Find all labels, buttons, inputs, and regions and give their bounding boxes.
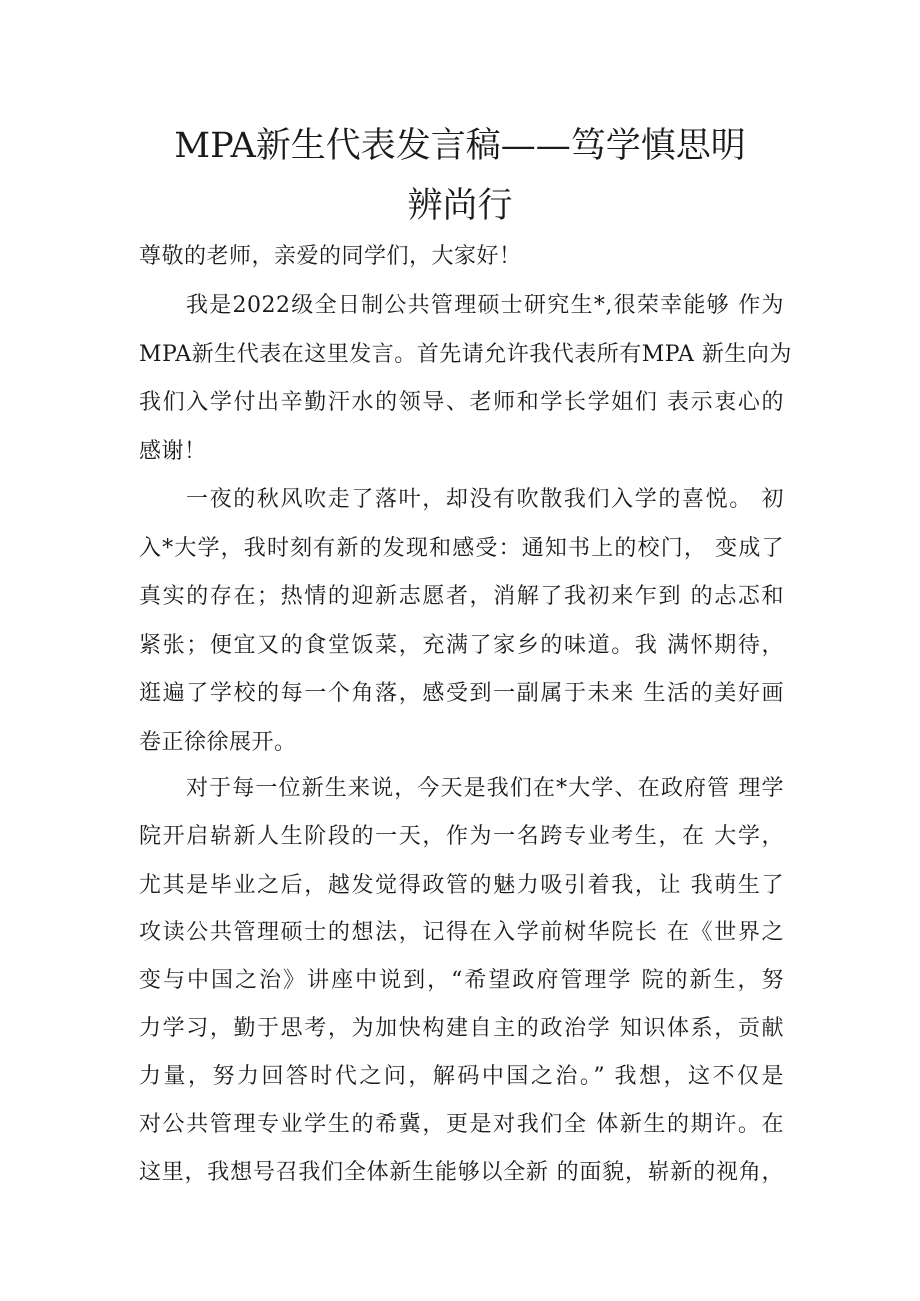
paragraph-1-line-1: 我是2022级全日制公共管理硕士研究生*,很荣幸能够 作为 [186,293,784,318]
document-title-line-2: 辨尚行 [407,186,513,226]
paragraph-2-line-5: 逛遍了学校的每一个角落，感受到一副属于未来 生活的美好画 [139,681,784,706]
paragraph-1-line-3: 我们入学付出辛勤汗水的领导、老师和学长学姐们 表示衷心的 [139,390,784,415]
paragraph-3-line-8: 对公共管理专业学生的希冀，更是对我们全 体新生的期许。在 [139,1112,784,1137]
paragraph-1-line-2: MPA新生代表在这里发言。首先请允许我代表所有MPA 新生向为 [139,342,792,367]
paragraph-2-line-4: 紧张；便宜又的食堂饭菜，充满了家乡的味道。我 满怀期待， [139,633,784,658]
paragraph-2-line-6: 卷正徐徐展开。 [139,730,297,755]
paragraph-3-line-9: 这里，我想号召我们全体新生能够以全新 的面貌，崭新的视角， [139,1160,784,1185]
paragraph-2-line-1: 一夜的秋风吹走了落叶，却没有吹散我们入学的喜悦。 初 [186,487,784,512]
paragraph-2-line-2: 入*大学，我时刻有新的发现和感受：通知书上的校门， 变成了 [139,536,784,561]
document-title-line-1: MPA新生代表发言稿——笃学慎思明 [174,126,746,166]
paragraph-3-line-3: 尤其是毕业之后，越发觉得政管的魅力吸引着我，让 我萌生了 [139,873,784,898]
paragraph-3-line-1: 对于每一位新生来说，今天是我们在*大学、在政府管 理学 [186,776,784,801]
paragraph-3-line-7: 力量，努力回答时代之问，解码中国之治。” 我想，这不仅是 [139,1064,784,1089]
paragraph-1-line-4: 感谢！ [139,439,207,464]
paragraph-2-line-3: 真实的存在；热情的迎新志愿者，消解了我初来乍到 的忐忑和 [139,584,784,609]
greeting-line: 尊敬的老师，亲爱的同学们，大家好！ [139,244,522,269]
paragraph-3-line-5: 变与中国之治》讲座中说到，“希望政府管理学 院的新生，努 [139,968,784,993]
paragraph-3-line-2: 院开启崭新人生阶段的一天，作为一名跨专业考生，在 大学， [139,824,784,849]
paragraph-3-line-6: 力学习，勤于思考，为加快构建自主的政治学 知识体系，贡献 [139,1016,784,1041]
paragraph-3-line-4: 攻读公共管理硕士的想法，记得在入学前树华院长 在《世界之 [139,920,784,945]
